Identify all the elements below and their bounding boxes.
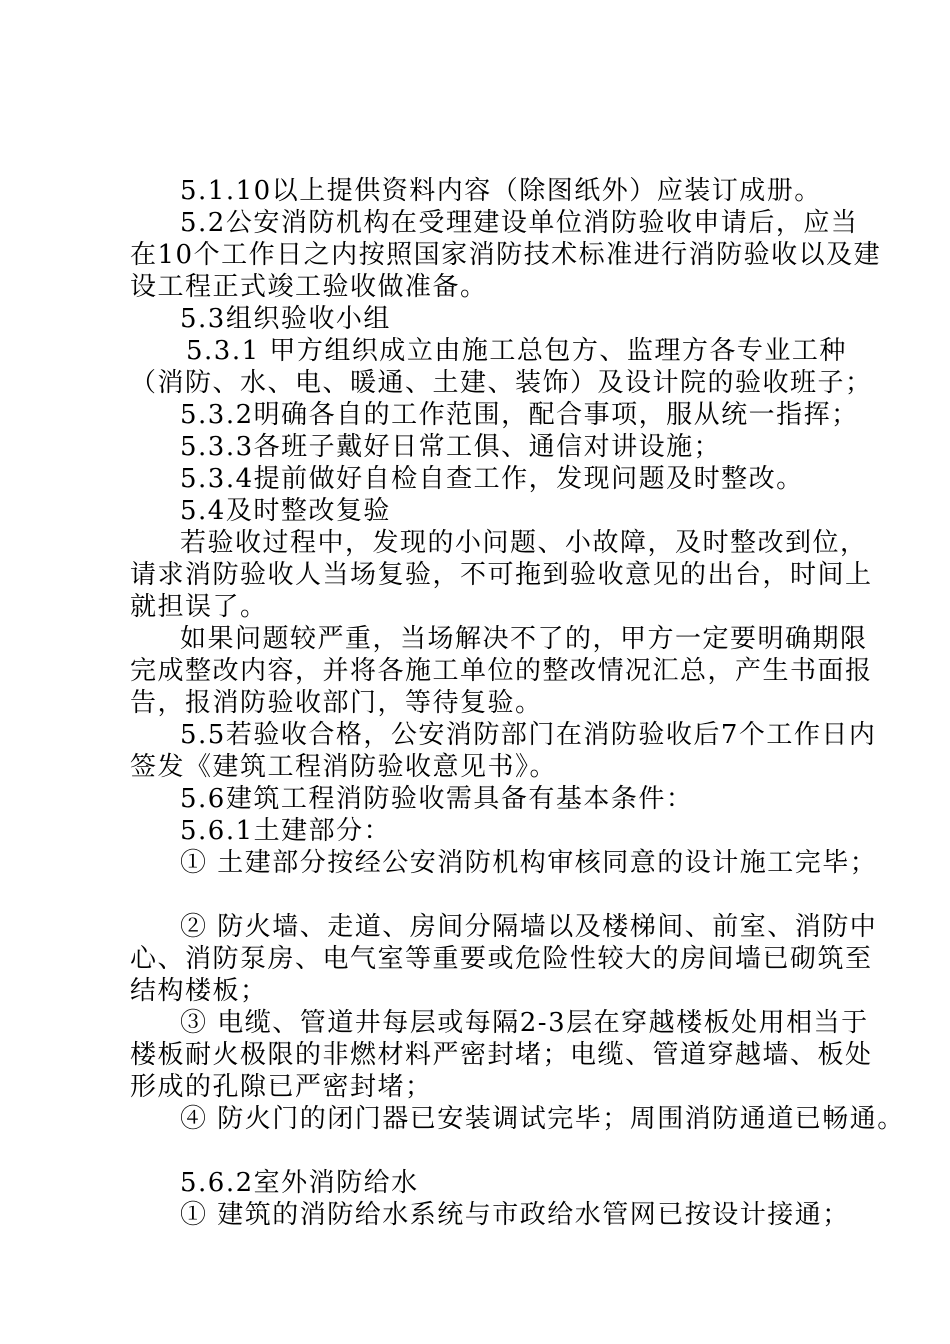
text-line-5-5-cont: 签发《建筑工程消防验收意见书》。 (130, 752, 558, 782)
text-line-5-3-2: 5.3.2明确各自的工作范围，配合事项，服从统一指挥； (180, 400, 859, 430)
text-line-5-2-cont-1: 在10个工作日之内按照国家消防技术标准进行消防验收以及建 (130, 240, 882, 270)
section-heading-5-6: 5.6建筑工程消防验收需具备有基本条件： (180, 784, 694, 814)
paragraph-serious-line-3: 告，报消防验收部门，等待复验。 (130, 688, 543, 718)
section-heading-5-3: 5.3组织验收小组 (180, 304, 391, 334)
section-heading-5-4: 5.4及时整改复验 (180, 496, 391, 526)
list-item-1: ① 土建部分按经公安消防机构审核同意的设计施工完毕； (180, 848, 878, 878)
text-line-5-3-1-cont: （消防、水、电、暖通、土建、装饰）及设计院的验收班子； (130, 368, 873, 398)
list-item-2-line-1: ② 防火墙、走道、房间分隔墙以及楼梯间、前室、消防中 (180, 912, 878, 942)
text-line-5-3-3: 5.3.3各班子戴好日常工俱、通信对讲设施； (180, 432, 722, 462)
subheading-5-6-2: 5.6.2室外消防给水 (180, 1168, 419, 1198)
paragraph-recheck-line-3: 就担误了。 (130, 592, 268, 622)
text-line-5-5: 5.5若验收合格，公安消防部门在消防验收后7个工作日内 (180, 720, 877, 750)
list-item-water-1: ① 建筑的消防给水系统与市政给水管网已按设计接通； (180, 1200, 850, 1230)
list-item-4: ④ 防火门的闭门器已安装调试完毕；周围消防通道已畅通。 (180, 1104, 905, 1134)
list-item-2-line-2: 心、消防泵房、电气室等重要或危险性较大的房间墙已砌筑至 (130, 944, 873, 974)
list-item-3-line-3: 形成的孔隙已严密封堵； (130, 1072, 433, 1102)
text-line-5-3-4: 5.3.4提前做好自检自查工作，发现问题及时整改。 (180, 464, 804, 494)
paragraph-recheck-line-1: 若验收过程中，发现的小问题、小故障，及时整改到位， (180, 528, 868, 558)
paragraph-recheck-line-2: 请求消防验收人当场复验，不可拖到验收意见的出台，时间上 (130, 560, 873, 590)
subheading-5-6-1: 5.6.1土建部分： (180, 816, 392, 846)
text-line-5-3-1: 5.3.1 甲方组织成立由施工总包方、监理方各专业工种 (186, 336, 847, 366)
text-line-5-2-cont-2: 设工程正式竣工验收做准备。 (130, 272, 488, 302)
list-item-3-line-2: 楼板耐火极限的非燃材料严密封堵；电缆、管道穿越墙、板处 (130, 1040, 873, 1070)
paragraph-serious-line-2: 完成整改内容，并将各施工单位的整改情况汇总，产生书面报 (130, 656, 873, 686)
text-line-5-1-10: 5.1.10以上提供资料内容（除图纸外）应装订成册。 (180, 176, 822, 206)
paragraph-serious-line-1: 如果问题较严重，当场解决不了的，甲方一定要明确期限 (180, 624, 868, 654)
list-item-2-line-3: 结构楼板； (130, 976, 268, 1006)
text-line-5-2: 5.2公安消防机构在受理建设单位消防验收申请后，应当 (180, 208, 859, 238)
list-item-3-line-1: ③ 电缆、管道井每层或每隔2-3层在穿越楼板处用相当于 (180, 1008, 869, 1038)
